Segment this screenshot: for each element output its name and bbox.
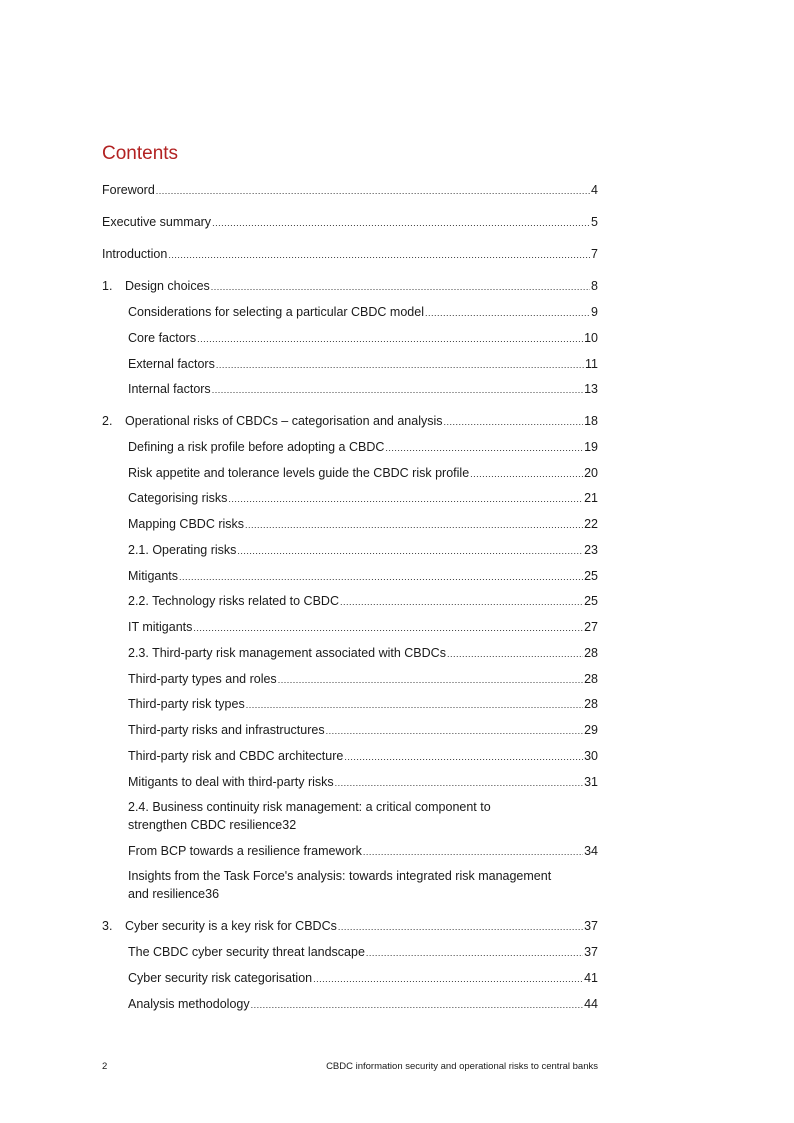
- toc-entry-title: Executive summary: [102, 215, 212, 229]
- toc-entry[interactable]: [128, 329, 598, 348]
- toc-entry[interactable]: [128, 489, 598, 508]
- toc-entry-page: 20: [584, 466, 598, 480]
- dot-leader: [212, 381, 583, 399]
- toc-entry-page: 34: [584, 844, 598, 858]
- toc-entry-page: 30: [584, 749, 598, 763]
- dot-leader: [338, 918, 583, 936]
- toc-entry-page: 29: [584, 723, 598, 737]
- toc-entry-number: 3.: [102, 919, 113, 933]
- table-of-contents: [102, 0, 598, 1123]
- toc-entry-chapter-2[interactable]: [102, 412, 598, 431]
- toc-entry-title: Mapping CBDC risks: [128, 517, 245, 531]
- toc-entry-title: Third-party risk and CBDC architecture: [128, 749, 344, 763]
- dot-leader: [344, 748, 583, 766]
- toc-entry-title: Cyber security risk categorisation: [128, 971, 313, 985]
- dot-leader: [216, 356, 584, 374]
- dot-leader: [366, 944, 583, 962]
- toc-entry-title: IT mitigants: [128, 620, 193, 634]
- toc-entry[interactable]: [128, 567, 598, 586]
- toc-entry-page: 31: [584, 775, 598, 789]
- dot-leader: [212, 214, 590, 232]
- toc-entry-title: Categorising risks: [128, 491, 228, 505]
- dot-leader: [156, 182, 590, 200]
- footer-document-title: CBDC information security and operational risks to central banks: [326, 1061, 598, 1072]
- toc-entry-title-continued: and resilience: [128, 887, 206, 901]
- toc-entry[interactable]: [128, 747, 598, 766]
- toc-entry-page: 27: [584, 620, 598, 634]
- toc-entry-title: Foreword: [102, 183, 155, 197]
- toc-entry-title: External factors: [128, 357, 215, 371]
- toc-entry-number: 1.: [102, 279, 113, 293]
- toc-entry-title: Third-party risks and infrastructures: [128, 723, 325, 737]
- toc-entry-page: 44: [584, 997, 598, 1011]
- toc-entry-page: 25: [584, 569, 598, 583]
- toc-entry-executive-summary[interactable]: [102, 213, 598, 232]
- toc-entry-page: 11: [585, 357, 598, 371]
- toc-entry-chapter-3[interactable]: [102, 917, 598, 936]
- toc-entry[interactable]: [128, 695, 598, 714]
- toc-entry-page: 23: [584, 543, 598, 557]
- toc-entry-page: 9: [591, 305, 598, 319]
- toc-entry-page: 28: [584, 672, 598, 686]
- toc-entry-page: 18: [584, 414, 598, 428]
- toc-entry-title: The CBDC cyber security threat landscape: [128, 945, 365, 959]
- dot-leader: [246, 696, 583, 714]
- toc-entry-page: 25: [584, 594, 598, 608]
- page-title: Contents: [102, 143, 179, 164]
- toc-entry-title: 2.4. Business continuity risk management: a critical component to: [128, 800, 491, 814]
- toc-entry-title: Core factors: [128, 331, 197, 345]
- dot-leader: [245, 516, 583, 534]
- toc-entry[interactable]: [128, 618, 598, 637]
- toc-entry-title-continued: strengthen CBDC resilience: [128, 818, 283, 832]
- toc-entry-title: 2.3. Third-party risk management associated with CBDCs: [128, 646, 446, 660]
- toc-entry-title: Operational risks of CBDCs – categorisation and analysis: [125, 414, 443, 428]
- dot-leader: [470, 465, 583, 483]
- dot-leader: [444, 413, 584, 431]
- toc-entry-foreword[interactable]: [102, 181, 598, 200]
- toc-entry-title: Internal factors: [128, 382, 211, 396]
- toc-entry-title: Insights from the Task Force's analysis: towards integrated risk management: [128, 869, 552, 883]
- toc-entry-title: 2.2. Technology risks related to CBDC: [128, 594, 339, 608]
- toc-entry[interactable]: [128, 541, 598, 560]
- toc-entry[interactable]: [128, 773, 598, 792]
- toc-entry-wrapped[interactable]: [128, 798, 598, 834]
- dot-leader: [385, 439, 583, 457]
- toc-entry[interactable]: [128, 464, 598, 483]
- toc-entry-page: 7: [591, 247, 598, 261]
- toc-entry-page: 4: [591, 183, 598, 197]
- dot-leader: [425, 304, 590, 322]
- toc-entry-page: 10: [584, 331, 598, 345]
- toc-entry-page: 28: [584, 646, 598, 660]
- toc-entry-title: Defining a risk profile before adopting a CBDC: [128, 440, 385, 454]
- toc-entry-wrapped[interactable]: [128, 867, 598, 903]
- dot-leader: [193, 619, 583, 637]
- toc-entry-title: Design choices: [125, 279, 210, 293]
- toc-entry[interactable]: [128, 644, 598, 663]
- toc-entry-title: Cyber security is a key risk for CBDCs: [125, 919, 337, 933]
- toc-entry-title: From BCP towards a resilience framework: [128, 844, 362, 858]
- dot-leader: [197, 330, 583, 348]
- toc-entry[interactable]: [128, 842, 598, 861]
- toc-entry[interactable]: [128, 303, 598, 322]
- toc-entry[interactable]: [128, 969, 598, 988]
- dot-leader: [313, 970, 583, 988]
- toc-entry[interactable]: [128, 670, 598, 689]
- dot-leader: [168, 246, 590, 264]
- footer-page-number: 2: [102, 1061, 108, 1072]
- toc-entry-title: Considerations for selecting a particular CBDC model: [128, 305, 424, 319]
- toc-entry[interactable]: [128, 355, 598, 374]
- toc-entry-title: Analysis methodology: [128, 997, 250, 1011]
- dot-leader: [363, 843, 583, 861]
- toc-entry-title: Mitigants to deal with third-party risks: [128, 775, 334, 789]
- toc-entry[interactable]: [128, 438, 598, 457]
- dot-leader: [335, 774, 583, 792]
- dot-leader: [179, 568, 583, 586]
- toc-entry-page: 36: [205, 887, 220, 901]
- dot-leader: [237, 542, 583, 560]
- dot-leader: [211, 278, 590, 296]
- toc-entry[interactable]: [128, 515, 598, 534]
- toc-entry[interactable]: [128, 592, 598, 611]
- dot-leader: [278, 671, 583, 689]
- toc-entry[interactable]: [128, 995, 598, 1014]
- toc-entry-page: 22: [584, 517, 598, 531]
- toc-entry[interactable]: [128, 943, 598, 962]
- toc-entry-page: 21: [584, 491, 598, 505]
- toc-entry-title: Mitigants: [128, 569, 179, 583]
- toc-entry-page: 37: [584, 919, 598, 933]
- dot-leader: [326, 722, 584, 740]
- toc-entry[interactable]: [128, 721, 598, 740]
- toc-entry-page: 28: [584, 697, 598, 711]
- toc-entry[interactable]: [128, 380, 598, 399]
- dot-leader: [447, 645, 583, 663]
- dot-leader: [228, 490, 583, 508]
- toc-entry-page: 41: [584, 971, 598, 985]
- dot-leader: [340, 593, 583, 611]
- dot-leader: [251, 996, 583, 1014]
- toc-entry-title: 2.1. Operating risks: [128, 543, 237, 557]
- toc-entry-introduction[interactable]: [102, 245, 598, 264]
- toc-entry-title: Third-party risk types: [128, 697, 245, 711]
- toc-entry-page: 19: [584, 440, 598, 454]
- toc-entry-title: Third-party types and roles: [128, 672, 277, 686]
- toc-entry-chapter-1[interactable]: [102, 277, 598, 296]
- toc-entry-page: 13: [584, 382, 598, 396]
- toc-entry-page: 32: [282, 818, 297, 832]
- toc-entry-page: 8: [591, 279, 598, 293]
- toc-entry-page: 37: [584, 945, 598, 959]
- toc-entry-page: 5: [591, 215, 598, 229]
- toc-entry-title: Introduction: [102, 247, 168, 261]
- toc-entry-title: Risk appetite and tolerance levels guide the CBDC risk profile: [128, 466, 470, 480]
- toc-entry-number: 2.: [102, 414, 113, 428]
